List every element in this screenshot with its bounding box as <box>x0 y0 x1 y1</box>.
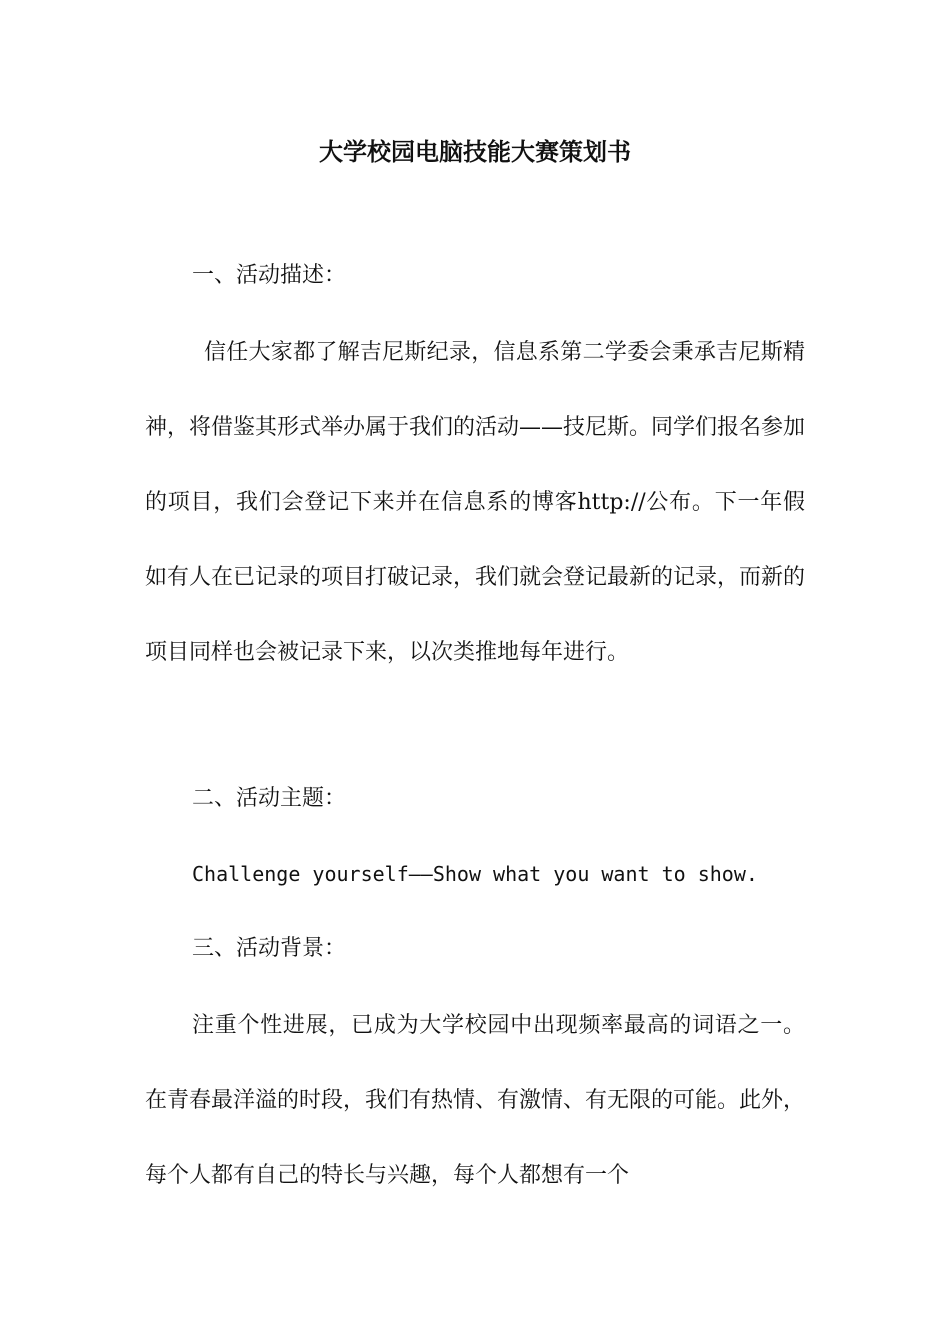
section-body-description: 信任大家都了解吉尼斯纪录，信息系第二学委会秉承吉尼斯精神，将借鉴其形式举办属于我们的活动——技尼斯。同学们报名参加的项目，我们会登记下来并在信息系的博客http://公布。下一年假如有人在已记录的项目打破记录，我们就会登记最新的记录，而新的项目同样也会被记录下来，以次类推地每年进行。 <box>145 340 806 665</box>
document-title: 大学校园电脑技能大赛策划书 <box>319 137 631 166</box>
section-body-background: 注重个性进展，已成为大学校园中出现频率最高的词语之一。在青春最洋溢的时段，我们有热情、有激情、有无限的可能。此外，每个人都有自己的特长与兴趣，每个人都想有一个 <box>145 1013 806 1188</box>
section-heading-theme: 二、活动主题： <box>192 786 347 811</box>
section-heading-background: 三、活动背景： <box>192 936 347 961</box>
section-body-theme: Challenge yourself——Show what you want to show. <box>192 862 758 886</box>
section-heading-description: 一、活动描述： <box>192 263 347 288</box>
